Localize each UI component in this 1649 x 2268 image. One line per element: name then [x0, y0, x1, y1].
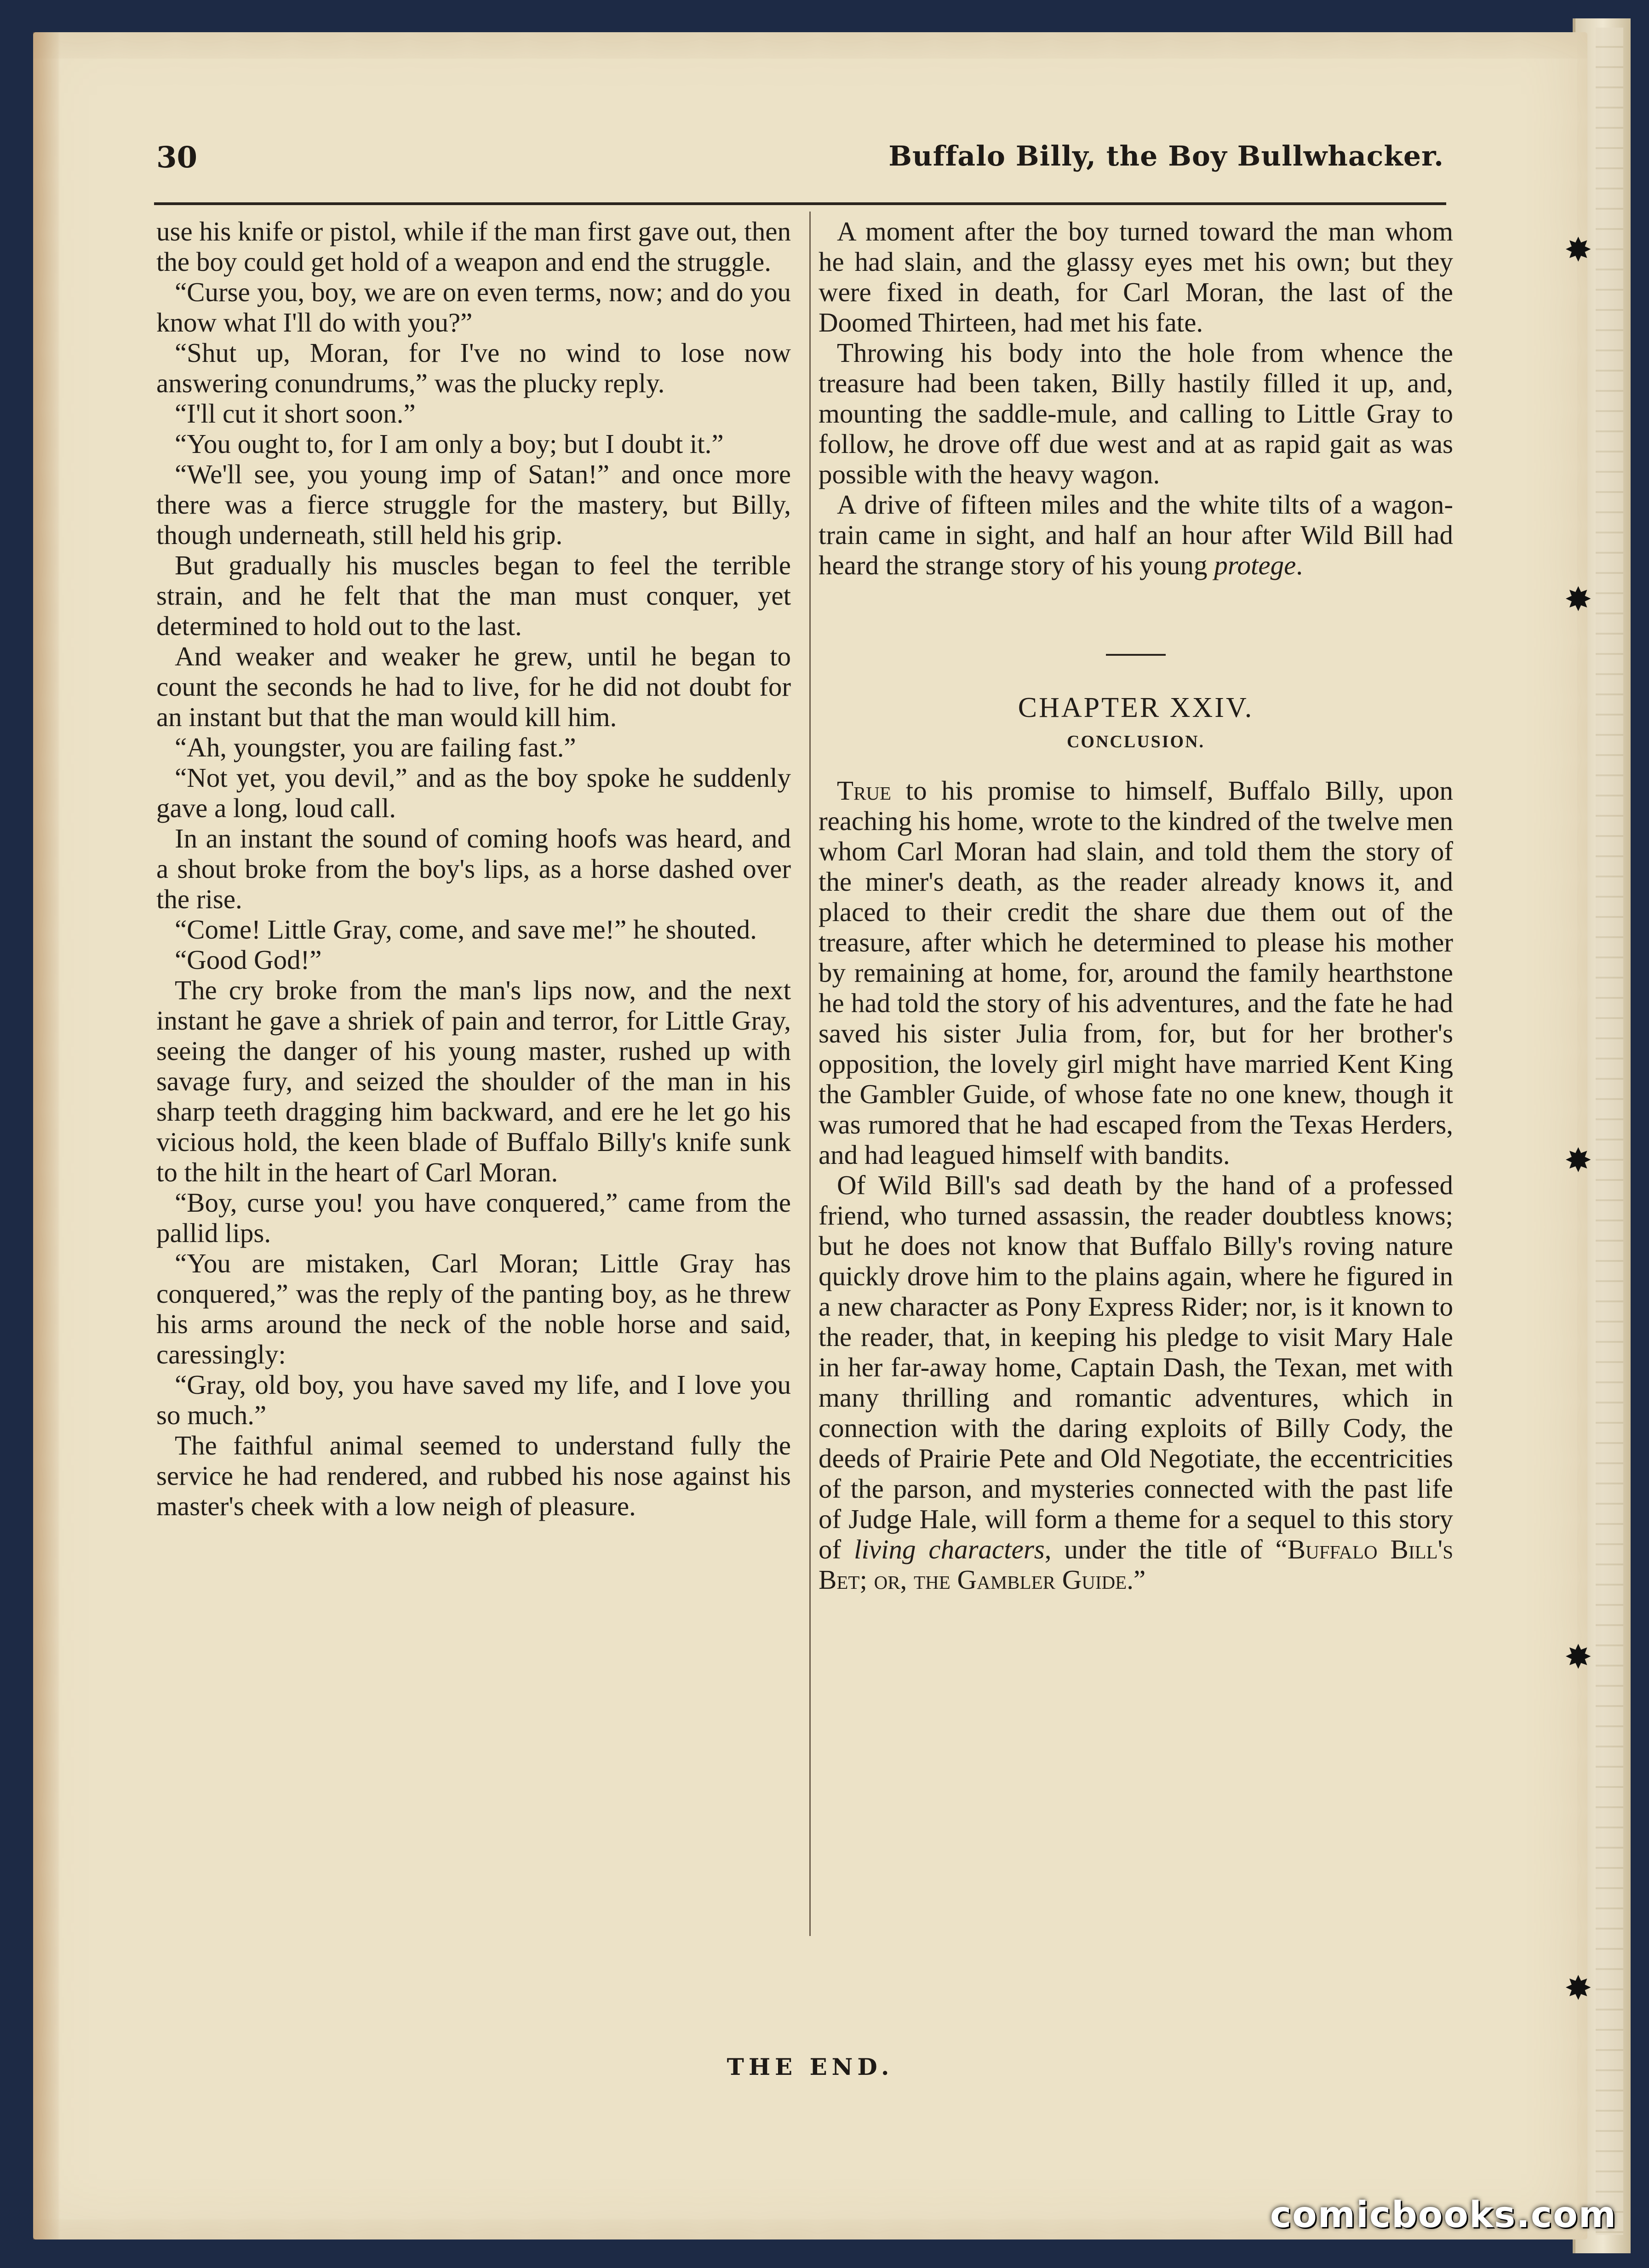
italic-text: living characters — [854, 1534, 1045, 1564]
paragraph-text: , under the title of “ — [1044, 1534, 1288, 1564]
paragraph: “You are mistaken, Carl Moran; Little Gray has conquered,” was the reply of the panting boy, as he threw his arms around the neck of the noble horse and said, caressingly: — [156, 1248, 791, 1369]
paragraph: “You ought to, for I am only a boy; but I doubt it.” — [175, 429, 724, 459]
chapter-title: CHAPTER XXIV. — [1018, 692, 1254, 723]
sequel-title: Buffalo Bill's Bet; or, the Gambler Guide. — [819, 1534, 1453, 1595]
lead-word: True — [837, 775, 892, 806]
binding-stitch-icon: ✸ — [1564, 580, 1592, 619]
paragraph-text: to his promise to himself, Buffalo Billy, upon reaching his home, wrote to the kindred of the twelve men whom Carl Moran had slain, and told them the story of the miner's death, as the reader already knows it, and placed to their credit the share due them out of the treasure, after which he determined to please his mother by remaining at home, for, around the family hearthstone he had told the story of his adventures, and the fate he had saved his sister Julia from, for, but for her brother's opposition, the lovely girl might have married Kent King the Gambler Guide, of whose fate no one knew, though it was rumored that he had escaped from the Texas Herders, and had leagued himself with bandits. — [819, 775, 1453, 1170]
paragraph: The faithful animal seemed to understand fully the service he had rendered, and rubbed his nose against his master's cheek with a low neigh of pleasure. — [156, 1430, 791, 1521]
watermark: comicbooks.com — [1270, 2194, 1617, 2236]
left-column — [156, 216, 791, 1521]
paragraph: “I'll cut it short soon.” — [175, 398, 416, 429]
paragraph-text: Of Wild Bill's sad death by the hand of a professed friend, who turned assassin, the reader doubtless knows; but he does not know that Buffalo Billy's roving nature quickly drove him to the plains again, where he figured in a new character as Pony Express Rider; nor, is it known to the reader, that, in keeping his pledge to visit Mary Hale in her far-away home, Captain Dash, the Texan, met with many thrilling and romantic adventures, which in connection with the daring exploits of Billy Cody, the deeds of Prairie Pete and Old Negotiate, the eccentricities of the parson, and mysteries connected with the past life of Judge Hale, will form a theme for a sequel to this story of — [819, 1170, 1453, 1564]
paragraph: “Gray, old boy, you have saved my life, and I love you so much.” — [156, 1369, 791, 1430]
column-divider — [809, 212, 811, 1936]
page-header — [156, 140, 1444, 191]
binding-stitch-icon: ✸ — [1564, 1638, 1592, 1676]
paragraph: “Not yet, you devil,” and as the boy spoke he suddenly gave a long, loud call. — [156, 762, 791, 823]
paragraph: And weaker and weaker he grew, until he began to count the seconds he had to live, for he did not doubt for an instant but that the man would kill him. — [156, 641, 791, 732]
paragraph-text: ” — [1133, 1564, 1146, 1595]
chapter-subtitle: CONCLUSION. — [1066, 732, 1205, 751]
paragraph — [819, 489, 1453, 580]
paragraph: “Come! Little Gray, come, and save me!” he shouted. — [175, 914, 757, 945]
binding-stitch-icon: ✸ — [1564, 1969, 1592, 2007]
paragraph: “We'll see, you young imp of Satan!” and once more there was a fierce struggle for the mastery, but Billy, though underneath, still held his grip. — [156, 459, 791, 550]
paragraph: A moment after the boy turned toward the man whom he had slain, and the glassy eyes met his own; but they were fixed in death, for Carl Moran, the last of the Doomed Thirteen, had met his fate. — [819, 216, 1453, 338]
paragraph: “Boy, curse you! you have conquered,” came from the pallid lips. — [156, 1187, 791, 1248]
paragraph: “Good God!” — [175, 945, 322, 975]
paragraph: “Curse you, boy, we are on even terms, now; and do you know what I'll do with you?” — [156, 277, 791, 338]
paragraph — [819, 775, 1453, 1170]
binding-stitch-icon: ✸ — [1564, 1141, 1592, 1180]
paragraph — [819, 1170, 1453, 1595]
paragraph: The cry broke from the man's lips now, and the next instant he gave a shriek of pain and terror, for Little Gray, seeing the danger of his young master, rushed up with savage fury, and seized the shoulder of the man in his sharp teeth dragging him backward, and ere he let go his vicious hold, the keen blade of Buffalo Billy's knife sunk to the hilt in the heart of Carl Moran. — [156, 975, 791, 1187]
page-number: 30 — [156, 140, 198, 175]
header-rule — [154, 202, 1446, 205]
right-column — [819, 216, 1453, 1595]
paragraph: use his knife or pistol, while if the man first gave out, then the boy could get hold of a weapon and end the struggle. — [156, 216, 791, 277]
paragraph: “Ah, youngster, you are failing fast.” — [175, 732, 576, 762]
paragraph: In an instant the sound of coming hoofs was heard, and a shout broke from the boy's lips, as a horse dashed over the rise. — [156, 823, 791, 914]
page-edges — [1596, 28, 1623, 2235]
chapter-rule — [1106, 654, 1166, 656]
the-end: THE END. — [727, 2053, 894, 2080]
paragraph: Throwing his body into the hole from whence the treasure had been taken, Billy hastily filled it up, and, mounting the saddle-mule, and calling to Little Gray to follow, he drove off due west and at as rapid gait as was possible with the heavy wagon. — [819, 338, 1453, 489]
paragraph: But gradually his muscles began to feel the terrible strain, and he felt that the man must conquer, yet determined to hold out to the last. — [156, 550, 791, 641]
paragraph: “Shut up, Moran, for I've no wind to lose now answering conundrums,” was the plucky reply. — [156, 338, 791, 398]
paragraph-text: . — [1296, 550, 1303, 580]
running-title: Buffalo Billy, the Boy Bullwhacker. — [888, 140, 1444, 172]
paragraph-text: A drive of fifteen miles and the white tilts of a wagon-train came in sight, and half an hour after Wild Bill had heard the strange story of his young — [819, 489, 1453, 580]
italic-text: protege — [1214, 550, 1296, 580]
binding-stitch-icon: ✸ — [1564, 230, 1592, 269]
